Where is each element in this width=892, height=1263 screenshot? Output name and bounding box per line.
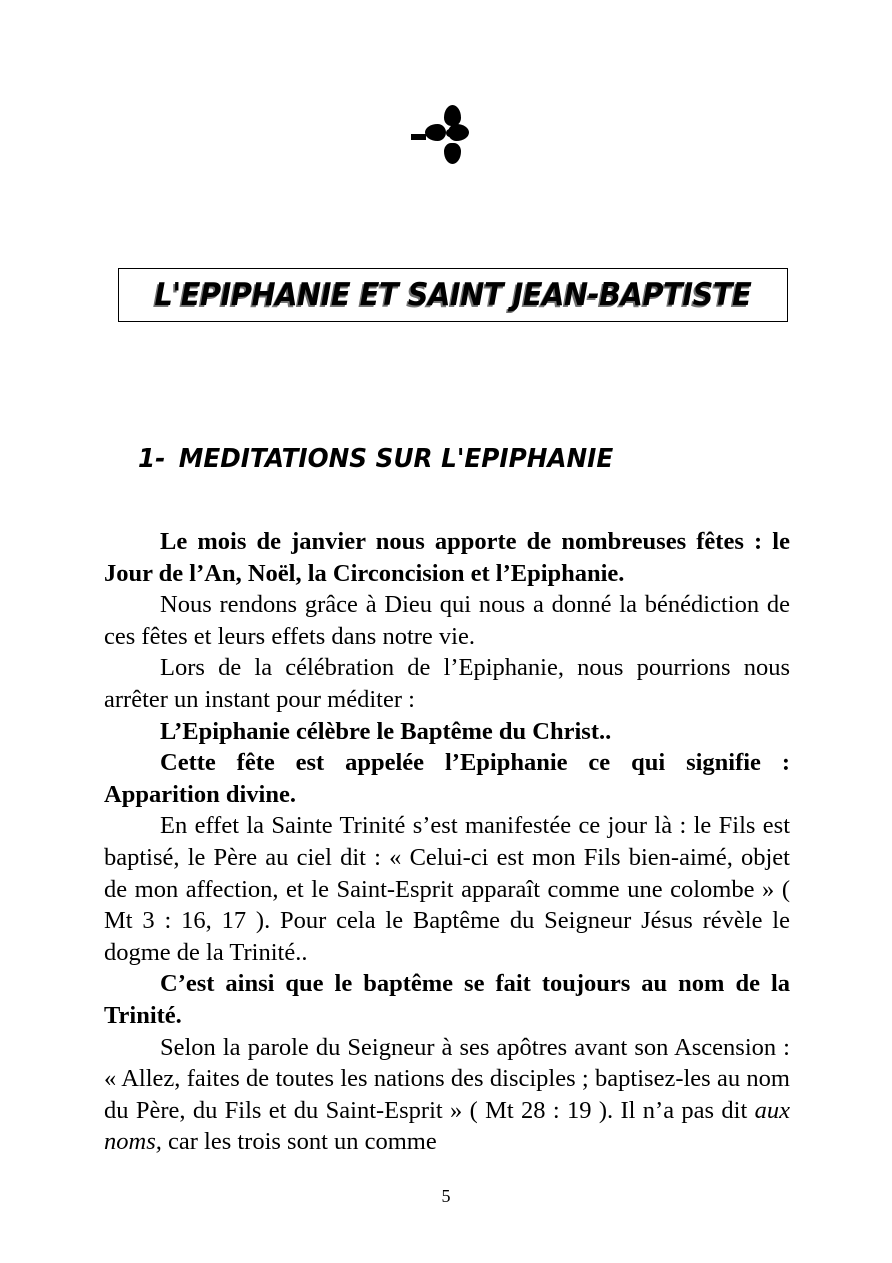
- paragraph-8: [104, 1032, 790, 1158]
- ornament-petal-left: [425, 124, 446, 141]
- section-title: MEDITATIONS SUR L'EPIPHANIE: [178, 444, 614, 474]
- paragraph-8-italic-phrase: aux noms,: [104, 1096, 790, 1156]
- floral-cross-icon: [411, 104, 481, 166]
- ornament-petal-bottom: [444, 143, 461, 164]
- section-number: 1-: [138, 444, 166, 474]
- ornament-petal-top: [444, 105, 461, 126]
- paragraph-3: Lors de la célébration de l’Epiphanie, nous pourrions nous arrêter un instant pour méditer :: [104, 654, 790, 713]
- paragraph-7: C’est ainsi que le baptême se fait toujours au nom de la Trinité.: [104, 970, 790, 1029]
- body-text: [104, 526, 790, 1158]
- document-title: L'EPIPHANIE ET SAINT JEAN-BAPTISTE: [154, 276, 752, 313]
- page-number: 5: [441, 1186, 451, 1206]
- top-ornament: [0, 104, 892, 174]
- paragraph-1: Le mois de janvier nous apporte de nombreuses fêtes : le Jour de l’An, Noël, la Circoncision et l’Epiphanie.: [104, 528, 790, 587]
- ornament-center-dot: [446, 129, 454, 137]
- paragraph-2: Nous rendons grâce à Dieu qui nous a donné la bénédiction de ces fêtes et leurs effets dans notre vie.: [104, 591, 790, 650]
- paragraph-8-after: car les trois sont un comme: [161, 1128, 437, 1156]
- title-banner: [118, 268, 788, 322]
- paragraph-5: Cette fête est appelée l’Epiphanie ce qui signifie : Apparition divine.: [104, 749, 790, 808]
- paragraph-4: L’Epiphanie célèbre le Baptême du Christ..: [160, 717, 612, 745]
- paragraph-6: En effet la Sainte Trinité s’est manifestée ce jour là : le Fils est baptisé, le Père au ciel dit : « Celui-ci est mon Fils bien-aimé, objet de mon affection, et le Saint-Esprit apparaît comme une colombe » ( Mt 3 : 16, 17 ). Pour cela le Baptême du Seigneur Jésus révèle le dogme de la Trinité..: [104, 812, 790, 966]
- paragraph-8-before: Selon la parole du Seigneur à ses apôtres avant son Ascension : « Allez, faites de toutes les nations des disciples ; baptisez-les au nom du Père, du Fils et du Saint-Esprit » ( Mt 28 : 19 ). Il n’a pas dit: [104, 1033, 790, 1124]
- ornament-dash: [411, 134, 426, 140]
- section-heading: [138, 444, 613, 474]
